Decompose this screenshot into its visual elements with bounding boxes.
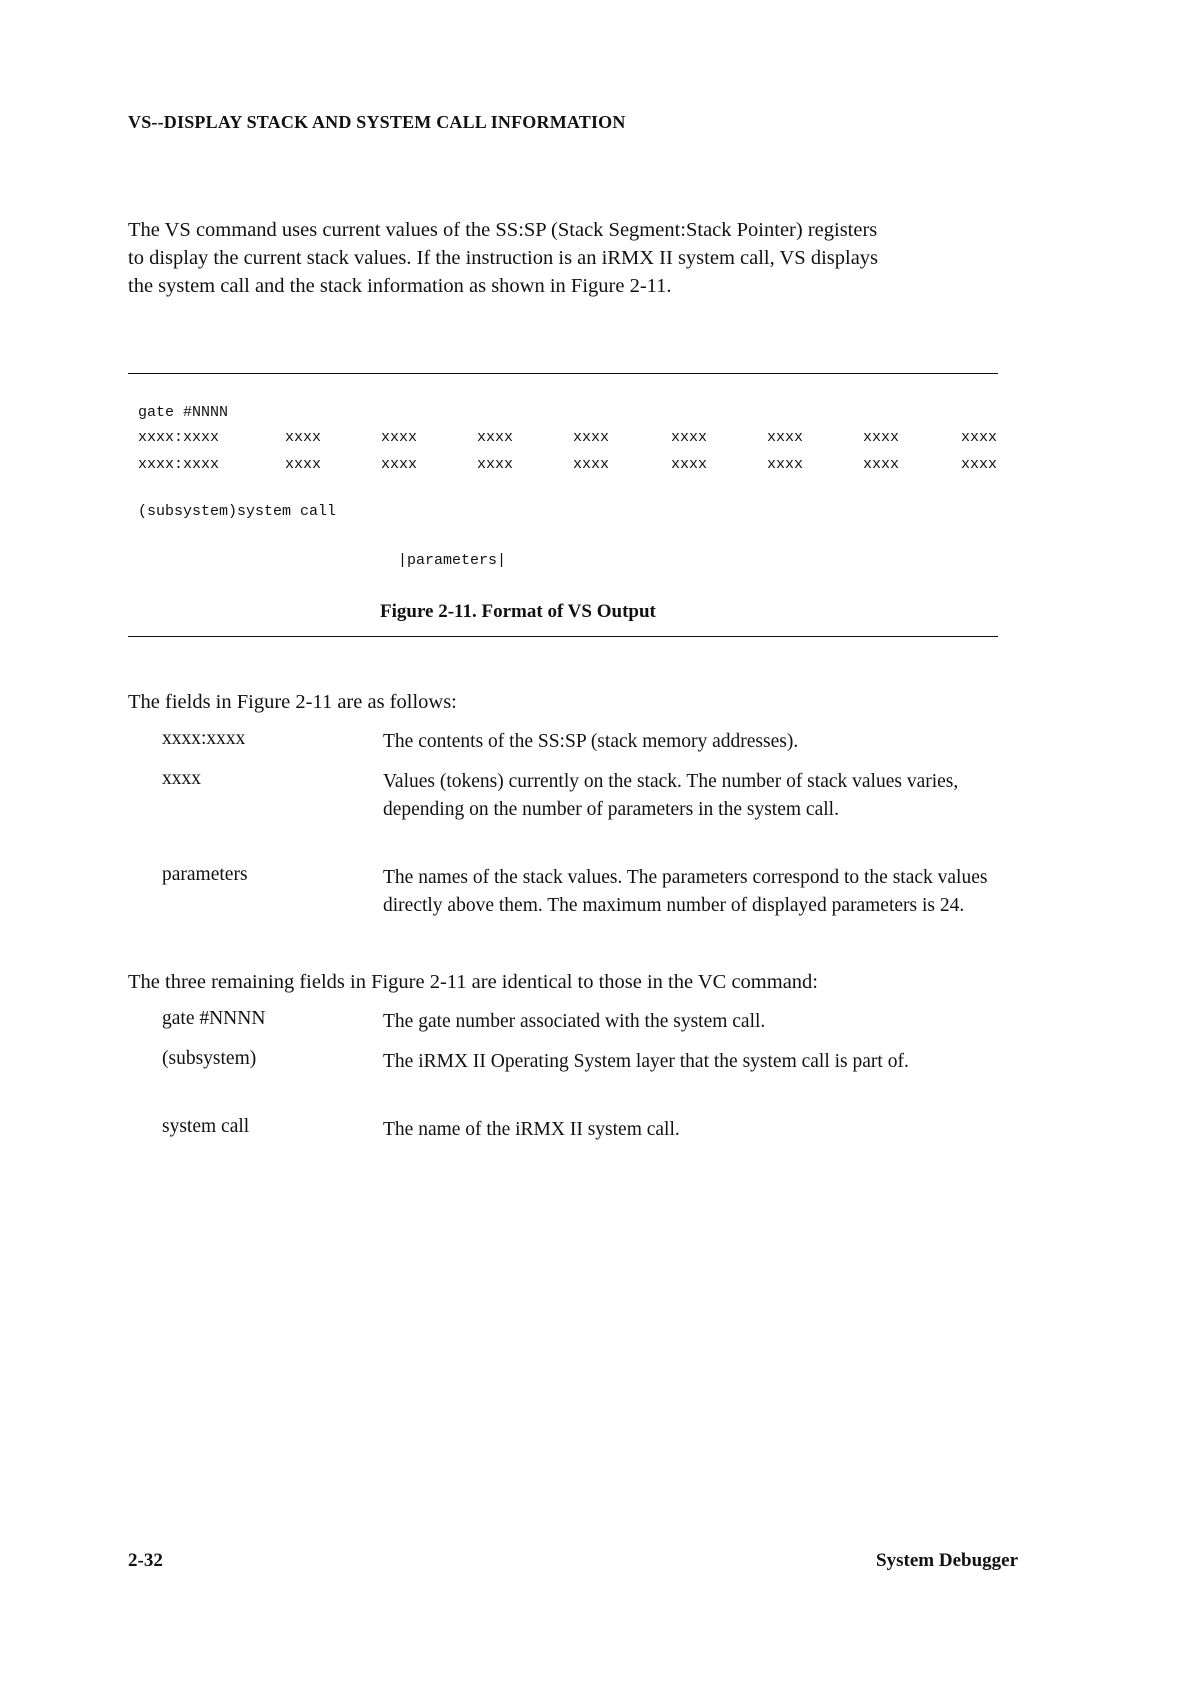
stack-cell: xxxx xyxy=(285,429,322,446)
field-term: parameters xyxy=(162,864,248,885)
stack-cell: xxxx xyxy=(767,429,804,446)
figure-bottom-rule xyxy=(128,636,998,637)
field-term: gate #NNNN xyxy=(162,1008,266,1029)
intro-line: The VS command uses current values of the SS:SP (Stack Segment:Stack Pointer) registers xyxy=(128,219,878,241)
stack-cell: xxxx xyxy=(671,456,708,473)
stack-cell: xxxx xyxy=(863,429,900,446)
stack-cell: xxxx xyxy=(573,456,610,473)
figure-parameters-line: |parameters| xyxy=(398,552,507,569)
stack-cell: xxxx xyxy=(381,429,418,446)
field-term: system call xyxy=(162,1116,250,1137)
stack-cell: xxxx xyxy=(961,429,998,446)
field-term: (subsystem) xyxy=(162,1048,257,1069)
page-number: 2-32 xyxy=(128,1550,163,1571)
stack-cell: xxxx xyxy=(285,456,322,473)
footer-title: System Debugger xyxy=(876,1550,1018,1571)
fields-intro: The fields in Figure 2-11 are as follows: xyxy=(128,691,457,713)
stack-cell: xxxx xyxy=(381,456,418,473)
intro-line: to display the current stack values. If the instruction is an iRMX II system call, VS displays xyxy=(128,247,879,269)
stack-cell: xxxx xyxy=(767,456,804,473)
field-desc: The name of the iRMX II system call. xyxy=(383,1119,680,1140)
field-term: xxxx:xxxx xyxy=(162,728,246,749)
figure-gate-line: gate #NNNN xyxy=(138,404,229,421)
intro-line: the system call and the stack information as shown in Figure 2-11. xyxy=(128,275,672,297)
field-desc: The iRMX II Operating System layer that the system call is part of. xyxy=(383,1051,909,1072)
figure-top-rule xyxy=(128,373,998,374)
stack-cell: xxxx:xxxx xyxy=(138,429,220,446)
stack-cell: xxxx xyxy=(671,429,708,446)
figure-caption: Figure 2-11. Format of VS Output xyxy=(380,601,656,622)
field-desc: The gate number associated with the system call. xyxy=(383,1011,766,1032)
field-desc: Values (tokens) currently on the stack. The number of stack values varies, depending on the number of parameters in the system call. xyxy=(383,771,959,820)
remaining-intro: The three remaining fields in Figure 2-11 are identical to those in the VC command: xyxy=(128,971,818,993)
stack-cell: xxxx xyxy=(477,429,514,446)
field-term: xxxx xyxy=(162,768,201,789)
figure-subsystem-line: (subsystem)system call xyxy=(138,503,337,520)
field-desc: The contents of the SS:SP (stack memory addresses). xyxy=(383,731,799,752)
stack-cell: xxxx xyxy=(573,429,610,446)
field-desc: The names of the stack values. The parameters correspond to the stack values directly above them. The maximum number of displayed parameters is 24. xyxy=(383,867,988,916)
stack-cell: xxxx xyxy=(961,456,998,473)
stack-cell: xxxx:xxxx xyxy=(138,456,220,473)
stack-cell: xxxx xyxy=(863,456,900,473)
stack-cell: xxxx xyxy=(477,456,514,473)
section-heading: VS--DISPLAY STACK AND SYSTEM CALL INFORMATION xyxy=(128,112,626,132)
